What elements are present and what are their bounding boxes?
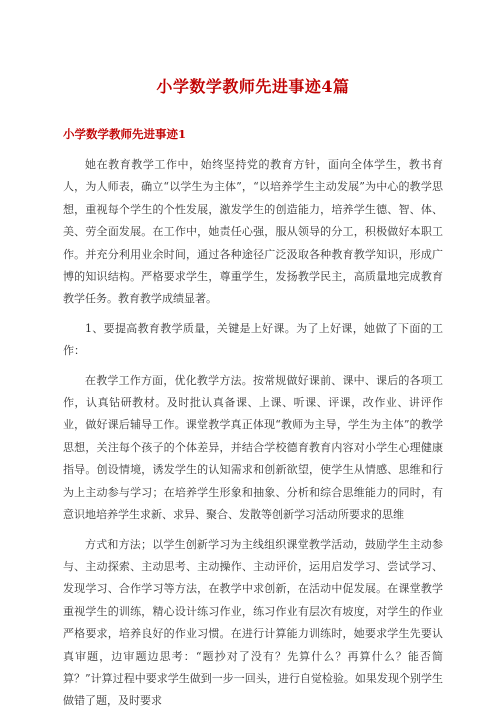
document-title: 小学数学教师先进事迹4篇 <box>156 77 350 96</box>
paragraph-2: 1、要提高教育教学质量，关键是上好课。为了上好课，她做了下面的工作： <box>63 321 443 358</box>
paragraph-1: 她在教育教学工作中，始终坚持党的教育方针，面向全体学生，教书育人，为人师表，确立“以学生为主体”，“以培养学生主动发展”为中心的教学思想，重视每个学生的个性发展，激发学生的创造能力，培养学生德、智、体、美、劳全面发展。在工作中，她责任心强，服从领导的分工，积极做好本职工作。并充分利用业余时间，通过各种途径广泛汲取各种教育教学知识，形成广博的知识结构。严格要求学生，尊重学生，发扬教学民主，高质量地完成教育教学任务。教育教学成绩显著。 <box>63 158 443 306</box>
paragraph-4: 方式和方法；以学生创新学习为主线组织课堂教学活动，鼓励学生主动参与、主动探索、主动思考、主动操作、主动评价，运用启发学习、尝试学习、发现学习、合作学习等方法，在教学中求创新，在活动中促发展。在课堂教学重视学生的训练，精心设计练习作业，练习作业有层次有坡度，对学生的作业严格要求，培养良好的作业习惯。在进行计算能力训练时，她要求学生先要认真审题，边审题边思考：“题抄对了没有？先算什么？再算什么？能否简算？”计算过程中要求学生做到一步一回头，进行自觉检验。如果发现个别学生做错了题，及时要求 <box>63 537 443 708</box>
paragraph-3: 在教学工作方面，优化教学方法。按常规做好课前、课中、课后的各项工作，认真钻研教材。及时批认真备课、上课、听课、评课，改作业、讲评作业，做好课后辅导工作。课堂教学真正体现“教师为主导，学生为主体”的教学思想，关注每个孩子的个体差异，并结合学校德育教育内容对小学生心理健康指导。创设情境，诱发学生的认知需求和创新欲望，使学生从情感、思维和行为上主动参与学习；在培养学生形象和抽象、分析和综合思维能力的同时，有意识地培养学生求新、求异、聚合、发散等创新学习活动所要求的思维 <box>63 373 443 522</box>
section-title: 小学数学教师先进事迹1 <box>63 127 187 141</box>
